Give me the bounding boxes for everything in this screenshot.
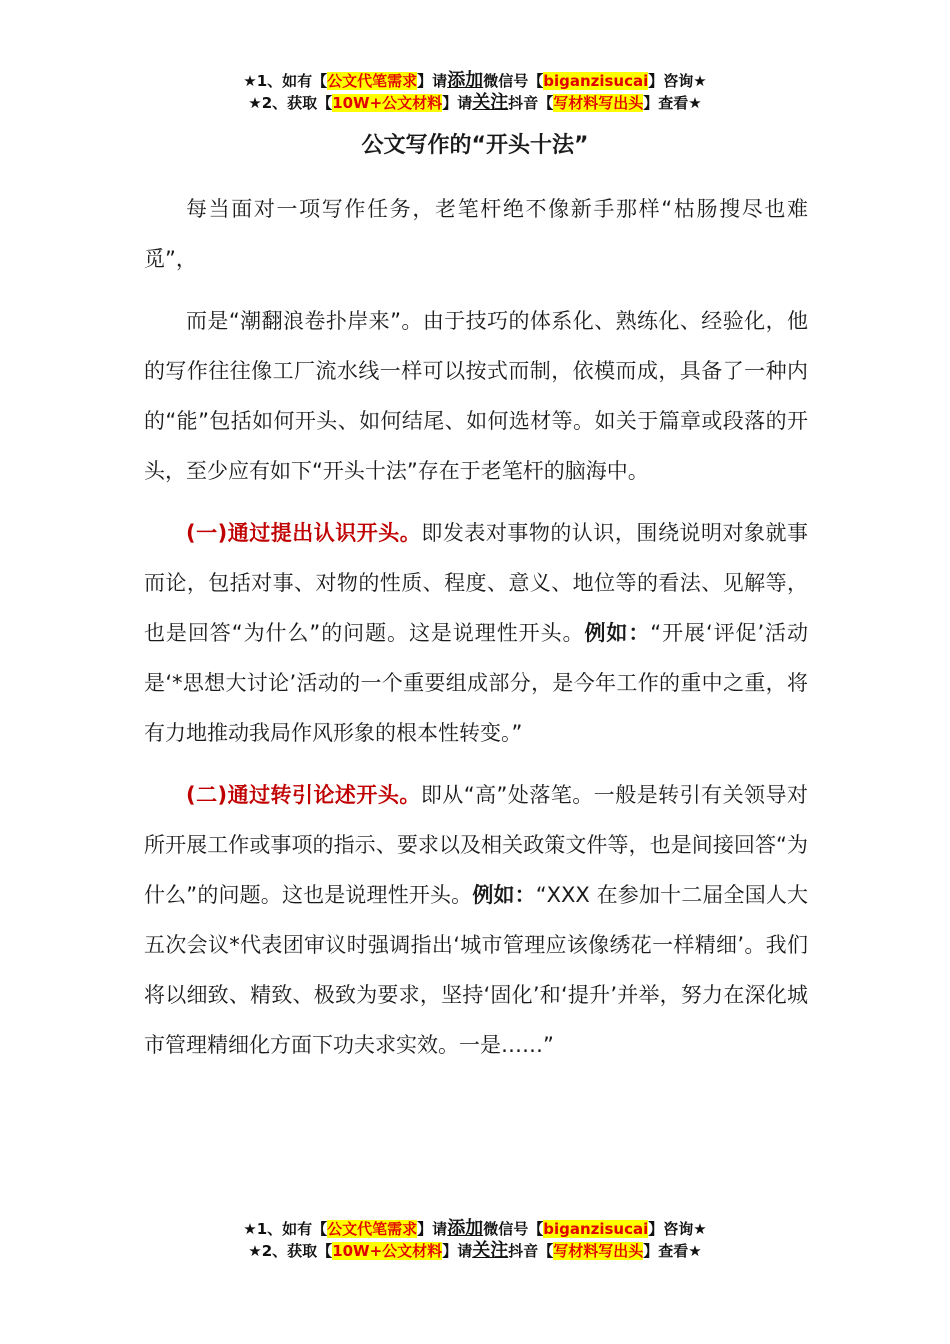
footer-banner (0, 1218, 950, 1262)
paragraph-4: (二)通过转引论述开头。即从“高”处落笔。一般是转引有关领导对所开展工作或事项的指示、要求以及相关政策文件等，也是间接回答“为什么”的问题。这也是说理性开头。例如：“XXX 在参加十二届全国人大五次会议*代表团审议时强调指出‘城市管理应该像绣花一样精细’。我们将以细致、精致、极致为要求，坚持‘固化’和‘提升’并举，努力在深化城市管理精细化方面下功夫求实效。一是……” (144, 783, 809, 1057)
example-label: 例如： (584, 621, 651, 645)
paragraph-2: 而是“潮翻浪卷扑岸来”。由于技巧的体系化、熟练化、经验化，他的写作往往像工厂流水线一样可以按式而制，依模而成，具备了一种内的“能”包括如何开头、如何结尾、如何选材等。如关于篇章或段落的开头，至少应有如下“开头十法”存在于老笔杆的脑海中。 (144, 309, 808, 483)
section-heading: (二)通过转引论述开头。 (186, 783, 421, 807)
document-title: 公文写作的“开头十法” (361, 133, 589, 158)
banner-line-1: ★1、如有【公文代笔需求】请添加微信号【biganzisucai】咨询★ (243, 1218, 707, 1239)
example-label: 例如： (472, 883, 536, 907)
header-banner (0, 70, 950, 114)
paragraph-3: (一)通过提出认识开头。即发表对事物的认识，围绕说明对象就事而论，包括对事、对物的性质、程度、意义、地位等的看法、见解等，也是回答“为什么”的问题。这是说理性开头。例如：“开展‘评促’活动是‘*思想大讨论’活动的一个重要组成部分，是今年工作的重中之重，将有力地推动我局作风形象的根本性转变。” (144, 521, 809, 745)
document-body (144, 184, 808, 1082)
banner-line-2: ★2、获取【10W+公文材料】请关注抖音【写材料写出头】查看★ (248, 1240, 702, 1261)
section-heading: (一)通过提出认识开头。 (186, 521, 422, 545)
paragraph-1: 每当面对一项写作任务，老笔杆绝不像新手那样“枯肠搜尽也难觅”， (144, 197, 808, 271)
banner-line-2: ★2、获取【10W+公文材料】请关注抖音【写材料写出头】查看★ (248, 92, 702, 113)
banner-line-1: ★1、如有【公文代笔需求】请添加微信号【biganzisucai】咨询★ (243, 70, 707, 91)
